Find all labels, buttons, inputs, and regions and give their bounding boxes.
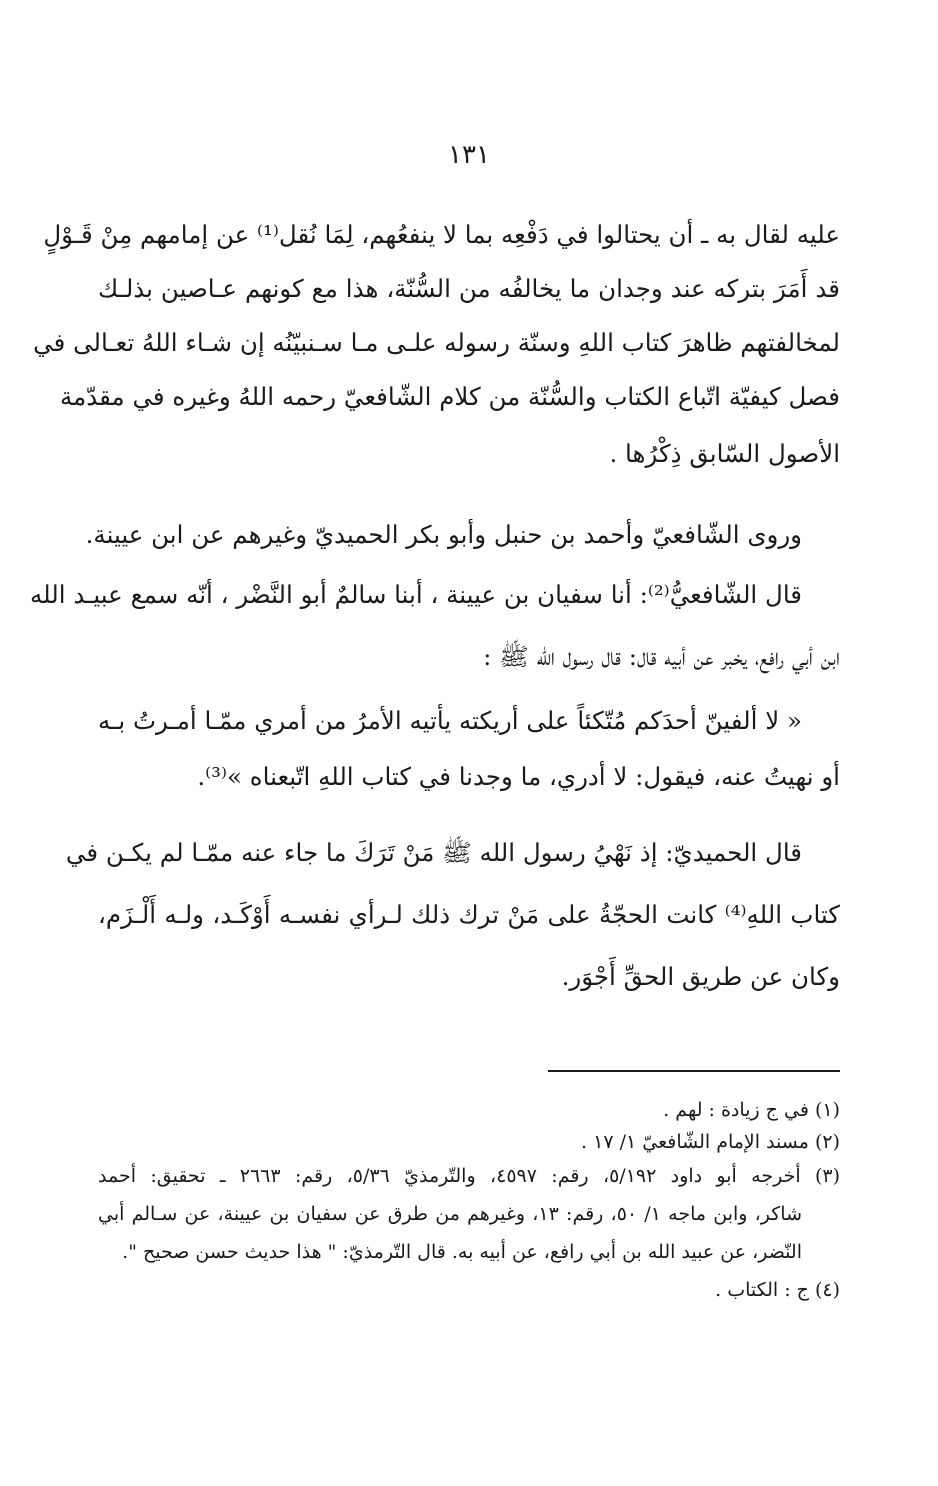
page-number: ١٣١: [448, 140, 490, 170]
body-line-2: قد أَمَرَ بتركه عند وجدان ما يخالفُه من السُّنّة، هذا مع كونهم عـاصين بذلـك: [98, 274, 840, 303]
humaydi-line-3: وكان عن طريق الحقِّ أَجْوَر.: [561, 962, 840, 991]
footnote-3-line-1: (٣) أخرجه أبو داود ٥/١٩٢، رقم: ٤٥٩٧، والتّرمذيّ ٥/٣٦، رقم: ٢٦٦٣ ـ تحقيق: أحمد: [98, 1165, 841, 1187]
hadith-quote-line-1: « لا ألفينّ أحدَكم مُتّكئاً على أريكته يأتيه الأمرُ من أمري ممّـا أمـرتُ بـه: [98, 706, 802, 735]
body-line-5: الأصول السّابق ذِكْرُها .: [609, 439, 840, 468]
body-line-1: عليه لقال به ـ أن يحتالوا في دَفْعِه بما لا ينفعُهم، لِمَا نُقل⁽¹⁾ عن إمامهم مِنْ قَـوْلٍ: [43, 220, 840, 249]
humaydi-line-1: قال الحميديّ: إذ نَهْيُ رسول الله ﷺ مَنْ تَرَكَ ما جاء عنه ممّـا لم يكـن في: [65, 838, 802, 867]
footnote-3-line-2: شاكر، وابن ماجه ١/ ٥٠، رقم: ١٣، وغيرهم من طرق عن سفيان بن عيينة، عن سـالم أبي: [98, 1203, 803, 1225]
footnote-2: (٢) مسند الإمام الشّافعيّ ١/ ١٧ .: [581, 1131, 840, 1153]
paragraph-narration: وروى الشّافعيّ وأحمد بن حنبل وأبو بكر الحميديّ وغيرهم عن ابن عيينة.: [85, 520, 802, 549]
body-line-4: فصل كيفيّة اتّباع الكتاب والسُّنّة من كلام الشّافعيّ رحمه اللهُ وغيره في مقدّمة: [60, 382, 840, 411]
footnote-separator: [548, 1070, 840, 1072]
humaydi-line-2: كتاب اللهِ⁽⁴⁾ كانت الحجّةُ على مَنْ ترك ذلك لـرأي نفسـه أَوْكَـد، ولـه أَلْـزَم،: [98, 900, 840, 929]
footnote-1: (١) في ج زيادة : لهم .: [663, 1099, 840, 1121]
body-line-3: لمخالفتهم ظاهرَ كتاب اللهِ وسنّة رسوله علـى مـا سـنبيّنُه إن شـاء اللهُ تعـالى في: [33, 328, 840, 357]
footnote-4: (٤) ج : الكتاب .: [715, 1279, 840, 1301]
isnad-line-1: قال الشّافعيُّ⁽²⁾: أنا سفيان بن عيينة ، أبنا سالمٌ أبو النَّضْر ، أنّه سمع عبيـد الله: [30, 580, 802, 609]
hadith-quote-line-2: أو نهيتُ عنه، فيقول: لا أدري، ما وجدنا في كتاب اللهِ اتّبعناه »⁽³⁾.: [197, 762, 840, 791]
footnote-3-line-3: النّضر، عن عبيد الله بن أبي رافع، عن أبيه به. قال التّرمذيّ: " هذا حديث حسن صحيح ".: [122, 1241, 802, 1263]
isnad-line-2: ابن أبي رافع، يخبر عن أبيه قال: قال رسول الله ﷺ :: [483, 642, 840, 671]
